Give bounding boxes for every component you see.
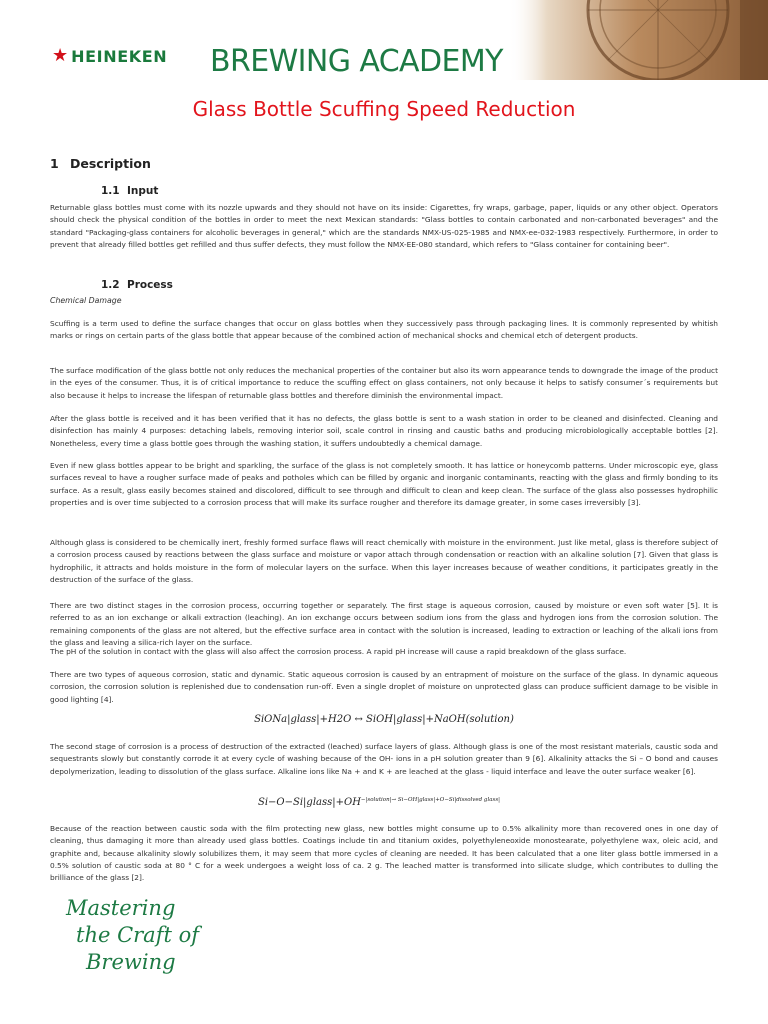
subsection-number: 1.2 — [101, 279, 120, 291]
paragraph: After the glass bottle is received and it has been verified that it has no defects, the glass bottle is sent to a wash station in order to be cleaned and disinfected. Cleaning and disinfection has mainly 4 purposes: detaching labels, removing interior soil, scale control in rinsing and caustic baths and producing microbiologically acceptable bottles [2]. Nonetheless, every time a glass bottle goes through the washing station, it suffers undoubtedly a chemical damage. — [50, 414, 718, 448]
paragraph: Scuffing is a term used to define the surface changes that occur on glass bottles when they successively pass through packaging lines. It is commonly represented by whitish marks or rings on certain parts of the glass bottle that appear because of the combined action of mechanical shocks and chemical etch of detergent products. — [50, 319, 718, 341]
mastering-craft-logo — [66, 896, 199, 990]
equation-silica-dissolution — [258, 797, 500, 808]
chemical-damage-subheading: Chemical Damage — [50, 296, 122, 305]
paragraph: Because of the reaction between caustic soda with the film protecting new glass, new bottles might consume up to 0.5% alkalinity more than recovered ones in one day of cleaning, thus damaging it more than already used glass bottles. Coatings include tin and titanium oxides, polyethyleneoxide monostearate, polyethylene wax, oleic acid, and graphite and, because alkalinity slowly solubilizes them, it may seem that more cycles of cleaning are needed. It has been calculated that a one liter glass bottle immersed in a 0.5% solution of caustic soda at 80 ° C for a week undergoes a weight loss of ca. 2 g. The leached matter is transformed into silicate sludge, which contributes to dulling the brilliance of the glass [2]. — [50, 824, 718, 883]
input-paragraph: Returnable glass bottles must come with its nozzle upwards and they should not have on its inside: Cigarettes, fry wraps, garbage, paper, liquids or any other object. Operators should check the physical condition of the bottles in order to meet the next Mexican standards: "Glass bottles to contain carbonated and non-carbonated beverages" and the standard "Packaging-glass containers for alcoholic beverages in general," which are the standards NMX-US-025-1985 and NMX-ee-032-1983 respectively. Furthermore, in order to prevent that already filled bottles get refilled and thus suffer defects, they must follow the NMX-EE-080 standard, which refers to "Glass container for containing beer". — [50, 203, 718, 249]
paragraph: The surface modification of the glass bottle not only reduces the mechanical properties of the container but also its worn appearance tends to downgrade the image of the product in the eyes of the consumer. Thus, it is of critical importance to reduce the scuffing effect on glass containers, not only because it helps to satisfy consumer´s requirements but also because it helps to increase the lifespan of returnable glass bottles and therefore diminish the environmental impact. — [50, 366, 718, 400]
paragraph: The pH of the solution in contact with the glass will also affect the corrosion process. A rapid pH increase will cause a rapid breakdown of the glass surface. — [50, 647, 627, 656]
paragraph: There are two distinct stages in the corrosion process, occurring together or separately. The first stage is aqueous corrosion, caused by moisture or even soft water [5]. It is referred to as an ion exchange or alkali extraction (leaching). An ion exchange occurs between sodium ions from the glass and hydrogen ions from the corrosion solution. The remaining components of the glass are not altered, but the effective surface area in contact with the solution is increased, leading to extraction or leaching of the alkali ions from the glass and leaving a silica-rich layer on the surface. — [50, 601, 718, 647]
paragraph: There are two types of aqueous corrosion, static and dynamic. Static aqueous corrosion is caused by an entrapment of moisture on the surface of the glass. In dynamic aqueous corrosion, the corrosion solution is replenished due to condensation run-off. Even a single droplet of moisture on unprotected glass can produce sufficient damage to be visible in good lighting [4]. — [50, 670, 718, 704]
red-star-icon: ★ — [52, 45, 69, 66]
section-number: 1 — [50, 156, 59, 171]
heineken-logo — [52, 42, 167, 70]
paragraph: Even if new glass bottles appear to be bright and sparkling, the surface of the glass is not completely smooth. It has lattice or honeycomb patterns. Under microscopic eye, glass surfaces reveal to have a rougher surface made of peaks and potholes which can be filled by organic and inorganic contaminants, reacting with the glass and firmly bonding to its surface. As a result, glass easily becomes stained and discolored, difficult to see through and difficult to clean and keep clean. The surface of the glass also possesses hydrophilic properties and is over time subjected to a corrosion process that will make its surface rougher and therefore its damage greater, in some cases irreversibly [3]. — [50, 461, 718, 507]
paragraph: Although glass is considered to be chemically inert, freshly formed surface flaws will react chemically with moisture in the environment. Just like metal, glass is therefore subject of a corrosion process caused by reactions between the glass surface and moisture or vapor attach through condensation or reaction with an alkaline solution [7]. Given that glass is hydrophilic, it attracts and holds moisture in the form of molecular layers on the surface. When this layer increases because of weather conditions, it participates greatly in the destruction of the surface of the glass. — [50, 538, 718, 584]
section-label: Description — [70, 156, 151, 171]
subsection-heading-process — [101, 279, 173, 291]
crest-line: the Craft of — [76, 923, 199, 947]
equation-main: Si−O−Si|glass|+OH — [258, 797, 361, 808]
crest-line: Mastering — [66, 896, 176, 920]
paragraph: The second stage of corrosion is a process of destruction of the extracted (leached) surface layers of glass. Although glass is one of the most resistant materials, caustic soda and sequestrants slowly but constantly corrode it at every cycle of washing because of the OH- ions in a pH solution greater than 9 [6]. Alkalinity attacks the Si – O bond and causes depolymerization, leading to dissolution of the glass surface. Alkaline ions like Na + and K + are leached at the glass - liquid interface and leave the outer surface weaker [6]. — [50, 742, 718, 776]
subsection-label: Process — [127, 279, 173, 291]
barrel-image — [508, 0, 768, 80]
crest-line: Brewing — [86, 950, 176, 974]
subsection-label: Input — [127, 185, 159, 197]
logo-text: HEINEKEN — [71, 46, 168, 66]
subsection-heading-input — [101, 185, 158, 197]
equation-superscript: −|solution|→ Si−OH|glass|+O−Si|dissolved glass| — [360, 797, 500, 803]
equation-ion-exchange: SiONa|glass|+H2O ↔ SiOH|glass|+NaOH(solution) — [254, 714, 514, 725]
document-title: Glass Bottle Scuffing Speed Reduction — [192, 97, 576, 121]
subsection-number: 1.1 — [101, 185, 120, 197]
brewing-academy-title: BREWING ACADEMY — [210, 44, 503, 79]
section-heading — [50, 156, 151, 171]
